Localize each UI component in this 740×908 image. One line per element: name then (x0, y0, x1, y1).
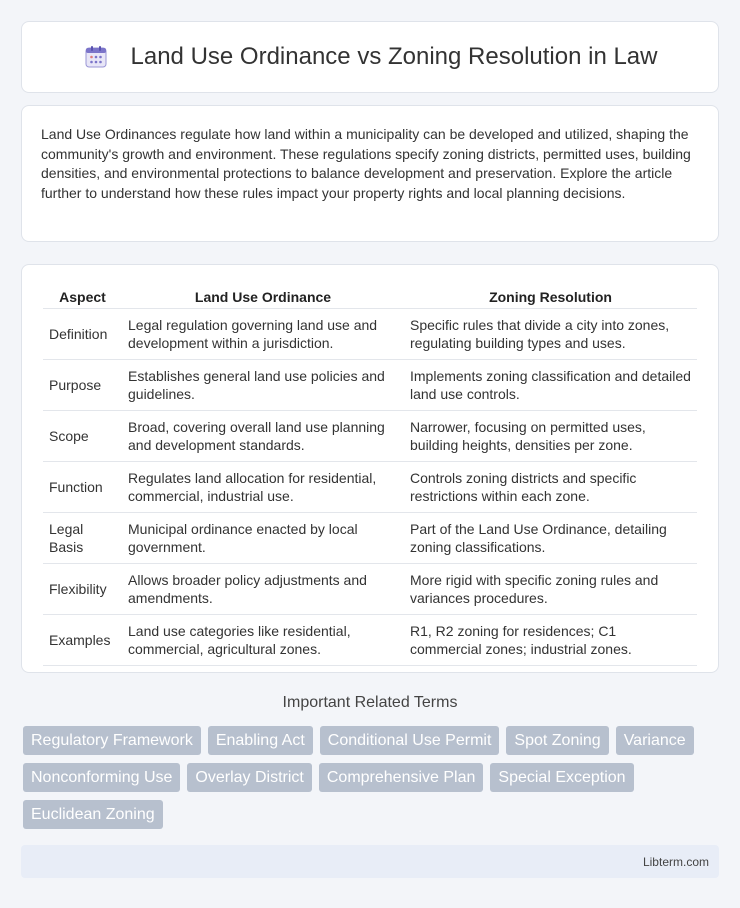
row-zoning: Part of the Land Use Ordinance, detailing zoning classifications. (404, 513, 697, 564)
header-zoning-resolution: Zoning Resolution (404, 285, 697, 309)
row-aspect: Definition (43, 309, 122, 360)
row-zoning: Specific rules that divide a city into zones, regulating building types and uses. (404, 309, 697, 360)
row-aspect: Flexibility (43, 564, 122, 615)
related-term-tag[interactable]: Variance (616, 726, 694, 755)
row-aspect: Scope (43, 411, 122, 462)
table-row (43, 309, 697, 360)
table-row (43, 462, 697, 513)
row-ordinance: Broad, covering overall land use planning and development standards. (122, 411, 404, 462)
row-ordinance: Establishes general land use policies and guidelines. (122, 360, 404, 411)
row-ordinance: Allows broader policy adjustments and amendments. (122, 564, 404, 615)
table-row (43, 513, 697, 564)
footer-site-link[interactable]: Libterm.com (642, 854, 709, 869)
related-term-tag[interactable]: Conditional Use Permit (320, 726, 500, 755)
related-term-tag[interactable]: Overlay District (187, 763, 311, 792)
related-term-tag[interactable]: Spot Zoning (506, 726, 608, 755)
row-aspect: Legal Basis (43, 513, 122, 564)
header-card (21, 21, 719, 93)
row-ordinance: Legal regulation governing land use and development within a jurisdiction. (122, 309, 404, 360)
table-row (43, 360, 697, 411)
calendar-icon (83, 44, 109, 70)
table-row (43, 564, 697, 615)
related-term-tag[interactable]: Nonconforming Use (23, 763, 180, 792)
row-ordinance: Regulates land allocation for residential, commercial, industrial use. (122, 462, 404, 513)
table-row (43, 615, 697, 666)
row-ordinance: Land use categories like residential, commercial, agricultural zones. (122, 615, 404, 666)
related-term-tag[interactable]: Special Exception (490, 763, 633, 792)
row-zoning: Narrower, focusing on permitted uses, building heights, densities per zone. (404, 411, 697, 462)
related-terms-list (23, 726, 703, 829)
intro-card (21, 105, 719, 242)
row-zoning: Controls zoning districts and specific restrictions within each zone. (404, 462, 697, 513)
row-ordinance: Municipal ordinance enacted by local government. (122, 513, 404, 564)
row-zoning: Implements zoning classification and detailed land use controls. (404, 360, 697, 411)
row-aspect: Examples (43, 615, 122, 666)
table-row (43, 411, 697, 462)
page-title: Land Use Ordinance vs Zoning Resolution in Law (130, 43, 658, 70)
footer (21, 845, 719, 878)
table-header-row (43, 285, 697, 309)
intro-text: Land Use Ordinances regulate how land within a municipality can be developed and utilized, shaping the community's growth and environment. These regulations specify zoning districts, permitted uses, building densities, and environmental protections to balance development and preservation. Explore the article further to understand how these rules impact your property rights and local planning decisions. (41, 126, 691, 201)
row-aspect: Function (43, 462, 122, 513)
related-term-tag[interactable]: Enabling Act (208, 726, 313, 755)
related-term-tag[interactable]: Euclidean Zoning (23, 800, 163, 829)
related-term-tag[interactable]: Regulatory Framework (23, 726, 201, 755)
related-terms-title: Important Related Terms (282, 694, 458, 711)
header-land-use-ordinance: Land Use Ordinance (122, 285, 404, 309)
related-term-tag[interactable]: Comprehensive Plan (319, 763, 484, 792)
row-zoning: R1, R2 zoning for residences; C1 commercial zones; industrial zones. (404, 615, 697, 666)
row-zoning: More rigid with specific zoning rules and variances procedures. (404, 564, 697, 615)
row-aspect: Purpose (43, 360, 122, 411)
comparison-table-card (21, 264, 719, 673)
comparison-table (43, 285, 697, 666)
header-aspect: Aspect (43, 285, 122, 309)
